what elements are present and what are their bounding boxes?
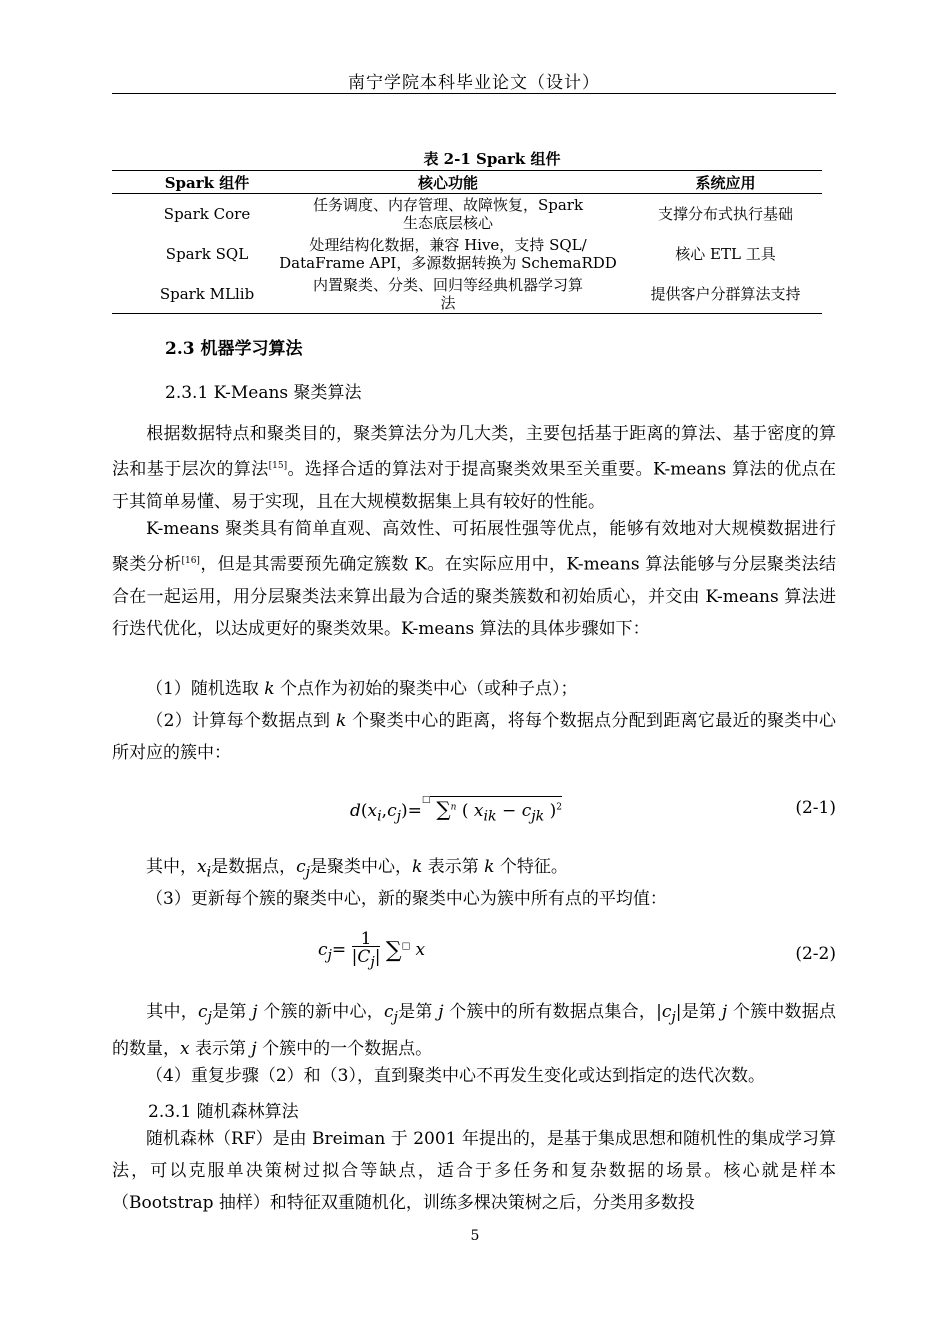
table-top-rule [112,170,822,171]
table-row-2-application: 核心 ETL 工具 [675,245,776,263]
paragraph-clustering-types: 根据数据特点和聚类目的，聚类算法分为几大类，主要包括基于距离的算法、基于密度的算法和基于层次的算法[15]。选择合适的算法对于提高聚类效果至关重要。K-means 算法的优点在于其简单易懂、易于实现，且在大规模数据集上具有较好的性能。 [112,424,837,512]
citation-15: [15] [268,461,288,471]
table-row-1-application: 支撑分布式执行基础 [657,205,793,223]
equation-2-2-number: (2-2) [795,944,836,964]
subsection-heading-random-forest: 2.3.1 随机森林算法 [148,1102,299,1122]
table-row-2-function: 处理结构化数据，兼容 Hive，支持 SQL/ DataFrame API，多源数据转换为 SchemaRDD [279,236,617,272]
equation-2-1: $d(x_i,c_j)=^□$ ∑$^n$ ( $x_{ik} - c_{jk}$ )$^2$ [350,795,562,825]
subsection-heading-kmeans: 2.3.1 K-Means 聚类算法 [165,383,362,403]
table-bottom-rule [112,313,822,314]
running-header: 南宁学院本科毕业论文（设计） [348,73,600,93]
table-header-application: 系统应用 [695,174,756,192]
table-header-component: Spark 组件 [164,174,250,192]
table-row-1-function: 任务调度、内存管理、故障恢复，Spark 生态底层核心 [312,196,584,232]
where-clause-1: 其中，$x_i$是数据点，$c_j$是聚类中心，k 表示第 k 个特征。 [146,857,568,881]
step-2: （2）计算每个数据点到 k 个聚类中心的距离，将每个数据点分配到距离它最近的聚类中心所对应的簇中： [112,711,836,763]
where-clause-2: 其中，$c_j$是第 j 个簇的新中心，$c_j$是第 j 个簇中的所有数据点集合，$|c_j|$是第 j 个簇中数据点的数量，x 表示第 j 个簇中的一个数据点。 [112,1002,837,1060]
table-row-3-component: Spark MLlib [159,285,255,303]
table-row-3-application: 提供客户分群算法支持 [650,285,801,303]
equation-2-1-number: (2-1) [795,798,836,818]
step-3: （3）更新每个簇的聚类中心，新的聚类中心为簇中所有点的平均值： [146,889,667,909]
table-row-1-component: Spark Core [163,205,251,223]
equation-2-2: $c_j= \frac{1}{|C_j|} \sum^□$ x [318,930,426,970]
table-header-rule [112,193,822,194]
page-number: 5 [470,1228,480,1244]
section-heading-2-3: 2.3 机器学习算法 [165,339,303,359]
header-rule [112,93,836,94]
table-header-function: 核心功能 [417,174,478,192]
paragraph-random-forest: 随机森林（RF）是由 Breiman 于 2001 年提出的，是基于集成思想和随机性的集成学习算法，可以克服单决策树过拟合等缺点，适合于多任务和复杂数据的场景。核心就是样本（Bootstrap 抽样）和特征双重随机化，训练多棵决策树之后，分类用多数投 [112,1129,836,1213]
step-1: （1）随机选取 k 个点作为初始的聚类中心（或种子点）； [146,679,578,699]
table-row-3-function: 内置聚类、分类、回归等经典机器学习算 法 [312,276,583,312]
table-caption: 表 2-1 Spark 组件 [423,150,561,168]
paragraph-kmeans-advantages: K-means 聚类具有简单直观、高效性、可拓展性强等优点，能够有效地对大规模数据进行聚类分析[16]，但是其需要预先确定簇数 K。在实际应用中，K-means 算法能够与分层聚类法结合在一起运用，用分层聚类法来算出最为合适的聚类簇数和初始质心，并交由 K-means 算法进行迭代优化，以达成更好的聚类效果。K-means 算法的具体步骤如下： [112,519,837,639]
step-4: （4）重复步骤（2）和（3），直到聚类中心不再发生变化或达到指定的迭代次数。 [146,1066,765,1086]
table-row-2-component: Spark SQL [165,245,249,263]
citation-16: [16] [181,556,200,566]
